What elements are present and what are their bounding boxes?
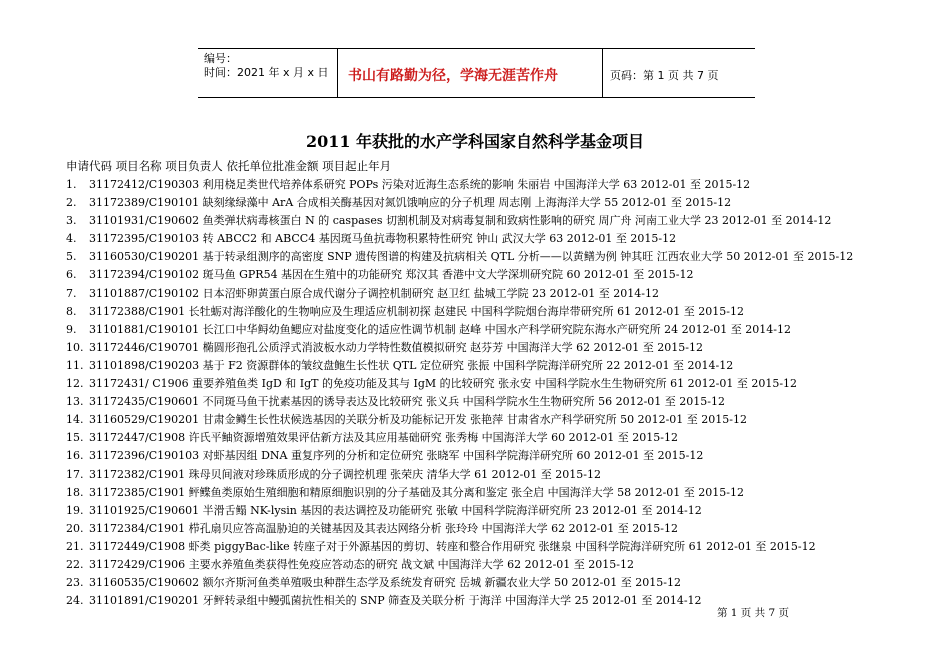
document-title: 2011 年获批的水产学科国家自然科学基金项目 [305, 132, 645, 151]
item-number: 9. [66, 322, 77, 336]
item-text: 31172435/C190601 不同斑马鱼干扰素基因的诱导表达及比较研究 张义兵 中国科学院水生生物研究所 56 2012-01 至 2015-12 [89, 395, 725, 409]
item-number: 3. [66, 214, 77, 228]
item-number: 11. [66, 358, 84, 372]
list-item [66, 520, 916, 538]
project-list [66, 176, 916, 610]
item-number: 2. [66, 196, 77, 210]
item-number: 23. [66, 576, 84, 590]
list-item [66, 176, 916, 194]
item-number: 4. [66, 232, 77, 246]
footer-page-number: 第 1 页 共 7 页 [716, 607, 789, 619]
list-item [66, 303, 916, 321]
item-text: 31172396/C190103 对虾基因组 DNA 重复序列的分析和定位研究 张晓军 中国科学院海洋研究所 60 2012-01 至 2015-12 [89, 449, 704, 463]
item-number: 17. [66, 467, 84, 481]
item-number: 6. [66, 268, 77, 282]
list-item [66, 357, 916, 375]
item-text: 31101887/C190102 日本沼虾卵黄蛋白原合成代谢分子调控机制研究 赵卫红 盐城工学院 23 2012-01 至 2014-12 [89, 286, 659, 300]
item-text: 31101891/C190201 牙鲆转录组中鳗弧菌抗性相关的 SNP 筛查及关联分析 于海洋 中国海洋大学 25 2012-01 至 2014-12 [89, 594, 702, 608]
list-item [66, 556, 916, 574]
list-item [66, 502, 916, 520]
item-text: 31172429/C1906 主要水养殖鱼类获得性免疫应答动态的研究 战文斌 中国海洋大学 62 2012-01 至 2015-12 [89, 557, 634, 571]
header-motto: 书山有路勤为径，学海无涯苦作舟 [348, 68, 558, 84]
item-text: 31172394/C190102 斑马鱼 GPR54 基因在生殖中的功能研究 郑汉其 香港中文大学深圳研究院 60 2012-01 至 2015-12 [89, 268, 694, 282]
item-number: 13. [66, 395, 84, 409]
list-item [66, 339, 916, 357]
item-text: 31172447/C1908 许氏平鲉资源增殖效果评估新方法及其应用基础研究 张秀梅 中国海洋大学 60 2012-01 至 2015-12 [89, 431, 678, 445]
item-text: 31101881/C190101 长江口中华鲟幼鱼鳃应对盐度变化的适应性调节机制 赵峰 中国水产科学研究院东海水产研究所 24 2012-01 至 2014-12 [89, 322, 791, 336]
list-item [66, 429, 916, 447]
item-number: 18. [66, 485, 84, 499]
item-text: 31172382/C1901 珠母贝间液对珍珠质形成的分子调控机理 张荣庆 清华大学 61 2012-01 至 2015-12 [89, 467, 601, 481]
list-item [66, 375, 916, 393]
item-text: 31160529/C190201 甘肃金鳟生长性状候选基因的关联分析及功能标记开发 张艳萍 甘肃省水产科学研究所 50 2012-01 至 2015-12 [89, 413, 747, 427]
header-divider [602, 49, 603, 97]
item-text: 31101925/C190601 半滑舌鳎 NK-lysin 基因的表达调控及功能研究 张敏 中国科学院海洋研究所 23 2012-01 至 2014-12 [89, 503, 702, 517]
list-item [66, 248, 916, 266]
item-text: 31172449/C1908 虾类 piggyBac-like 转座子对于外源基因的剪切、转座和整合作用研究 张继泉 中国科学院海洋研究所 61 2012-01 至 2015-12 [89, 539, 816, 553]
item-text: 31160535/C190602 额尔齐斯河鱼类单殖吸虫种群生态学及系统发育研究 岳城 新疆农业大学 50 2012-01 至 2015-12 [89, 576, 681, 590]
item-number: 12. [66, 377, 84, 391]
list-item [66, 484, 916, 502]
item-number: 20. [66, 521, 84, 535]
item-number: 15. [66, 431, 84, 445]
page-header [198, 48, 755, 98]
list-item [66, 212, 916, 230]
item-number: 10. [66, 340, 84, 354]
item-text: 31172388/C1901 长牡蛎对海洋酸化的生物响应及生理适应机制初探 赵建民 中国科学院烟台海岸带研究所 61 2012-01 至 2015-12 [89, 304, 744, 318]
list-item [66, 538, 916, 556]
item-text: 31172431/ C1906 重要养殖鱼类 IgD 和 IgT 的免疫功能及其与 IgM 的比较研究 张永安 中国科学院水生生物研究所 61 2012-01 至 2015-12 [89, 377, 798, 391]
item-number: 1. [66, 178, 77, 191]
list-item [66, 411, 916, 429]
list-item [66, 285, 916, 303]
item-number: 14. [66, 413, 84, 427]
item-number: 24. [66, 594, 84, 608]
item-text: 31101898/C190203 基于 F2 资源群体的皱纹盘鲍生长性状 QTL 定位研究 张振 中国科学院海洋研究所 22 2012-01 至 2014-12 [89, 358, 734, 372]
list-item [66, 466, 916, 484]
header-divider [337, 49, 338, 97]
list-item [66, 266, 916, 284]
item-text: 31172385/C1901 鲆鲽鱼类原始生殖细胞和精原细胞识别的分子基础及其分离和鉴定 张全启 中国海洋大学 58 2012-01 至 2015-12 [89, 485, 744, 499]
item-text: 31172395/C190103 转 ABCC2 和 ABCC4 基因斑马鱼抗毒物积累特性研究 钟山 武汉大学 63 2012-01 至 2015-12 [89, 232, 677, 246]
header-time-label: 时间：2021 年 x 月 x 日 [204, 66, 329, 79]
item-number: 16. [66, 449, 84, 463]
header-meta [204, 52, 329, 80]
list-item [66, 393, 916, 411]
header-number-label: 编号： [204, 52, 237, 65]
list-item [66, 574, 916, 592]
item-number: 8. [66, 304, 77, 318]
item-text: 31172384/C1901 栉孔扇贝应答高温胁迫的关键基因及其表达网络分析 张玲玲 中国海洋大学 62 2012-01 至 2015-12 [89, 521, 678, 535]
item-text: 31160530/C190201 基于转录组测序的高密度 SNP 遗传图谱的构建及抗病相关 QTL 分析——以黄鳝为例 钟其旺 江西农业大学 50 2012-01 至 2015-12 [89, 250, 854, 264]
item-number: 7. [66, 286, 77, 300]
item-text: 31172389/C190101 缺刻缘绿藻中 ArA 合成相关酶基因对氮饥饿响应的分子机理 周志刚 上海海洋大学 55 2012-01 至 2015-12 [89, 196, 732, 210]
item-number: 21. [66, 539, 84, 553]
item-text: 31172412/C190303 利用桡足类世代培养体系研究 POPs 污染对近海生态系统的影响 朱丽岩 中国海洋大学 63 2012-01 至 2015-12 [89, 178, 751, 191]
item-number: 22. [66, 557, 84, 571]
header-page-info: 页码：第 1 页 共 7 页 [610, 69, 719, 82]
item-number: 5. [66, 250, 77, 264]
list-item [66, 447, 916, 465]
column-header: 申请代码 项目名称 项目负责人 依托单位批准金额 项目起止年月 [66, 159, 392, 173]
item-number: 19. [66, 503, 84, 517]
list-item [66, 230, 916, 248]
list-item [66, 194, 916, 212]
item-text: 31172446/C190701 椭圆形孢孔公质浮式消波板水动力学特性数值模拟研究 赵芬芳 中国海洋大学 62 2012-01 至 2015-12 [89, 340, 703, 354]
list-item [66, 321, 916, 339]
item-text: 31101931/C190602 鱼类弹状病毒核蛋白 N 的 caspases 切割机制及对病毒复制和致病性影响的研究 周广舟 河南工业大学 23 2012-01 至 2014-12 [89, 214, 832, 228]
